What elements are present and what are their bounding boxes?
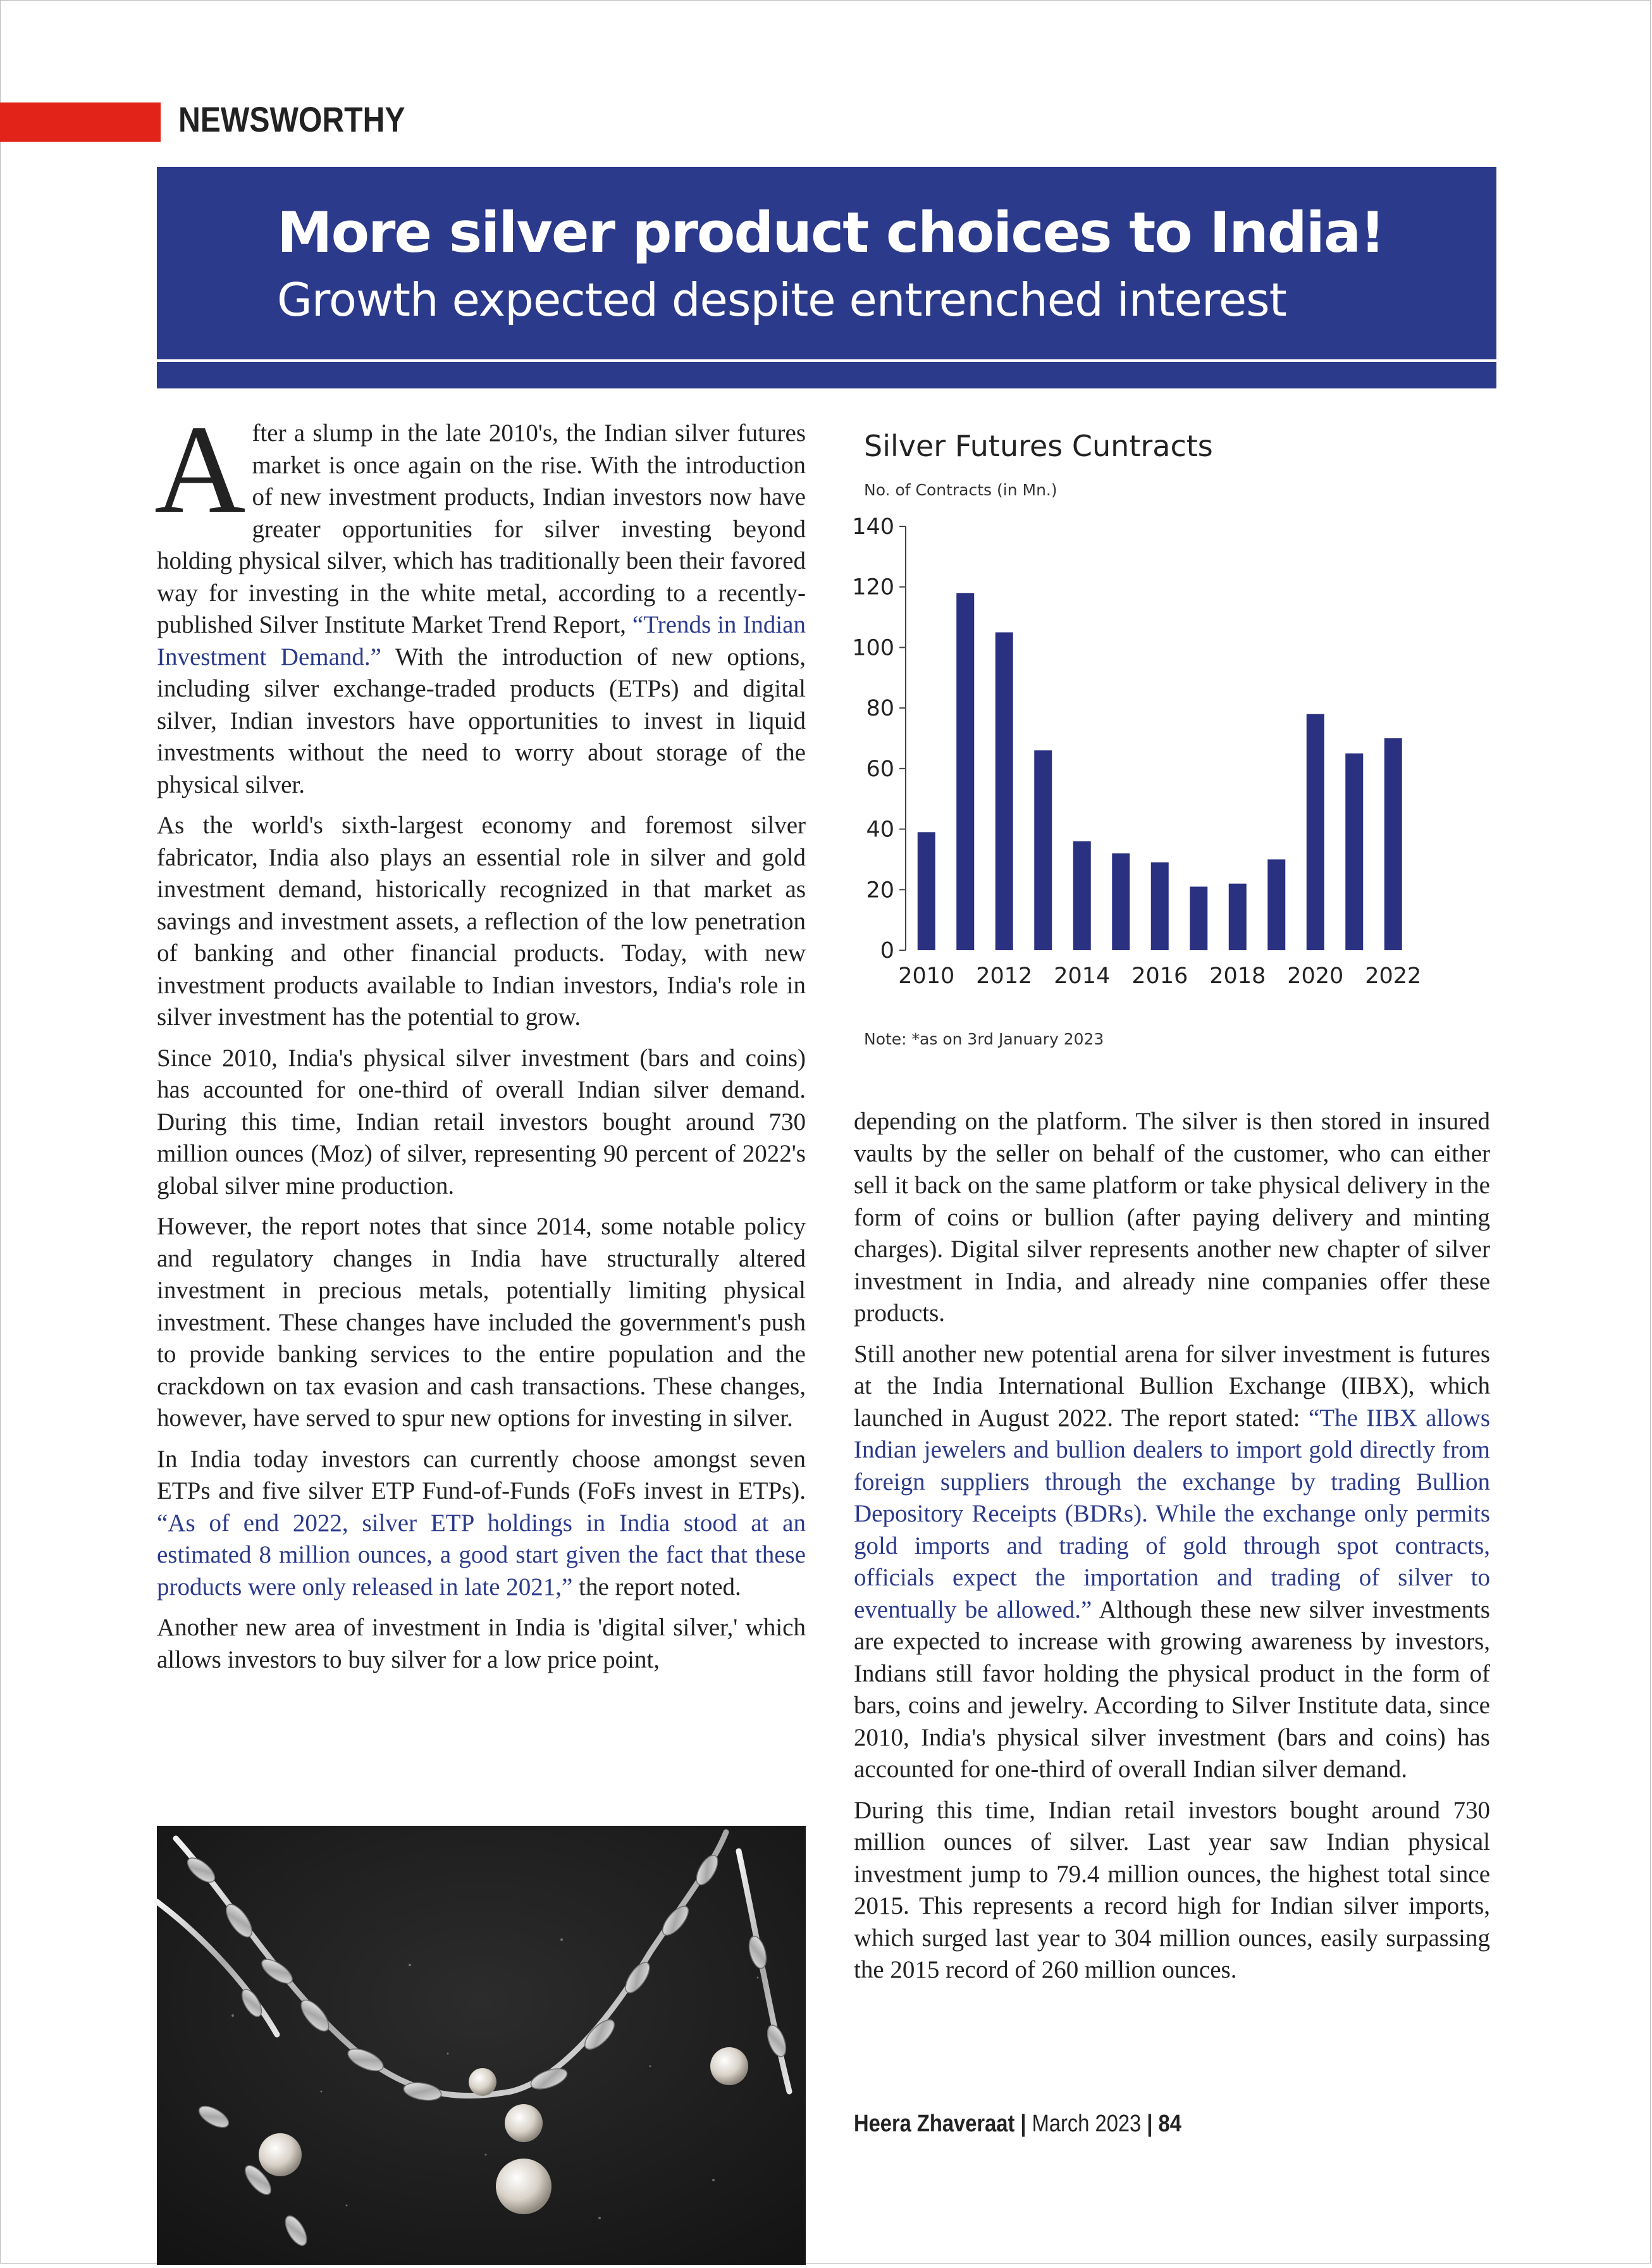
report-quote: “The IIBX allows Indian jewelers and bullion dealers to import gold directly from foreign suppliers through the exchange by trading Bullion Depository Receipts (BDRs). While the exchange only permits gold imports and trading of gold through spot contracts, officials expect the importation and trading of silver to eventually be allowed.” [854, 1404, 1490, 1623]
chart-bar-2018 [1229, 884, 1247, 950]
footer-separator: | [1147, 2110, 1153, 2137]
chart-y-tick-label: 100 [852, 635, 894, 661]
report-title-quote: “Trends in Indian Investment Demand.” [157, 611, 806, 671]
chart-bar-2020 [1307, 714, 1324, 950]
chart-y-tick-label: 80 [866, 696, 894, 722]
chart-y-tick-label: 40 [866, 817, 894, 843]
article-paragraph-2: As the world's sixth-largest economy and foremost silver fabricator, India also plays an essential role in silver and gold investment demand, historically recognized in that market as savings and investment assets, a reflection of the low penetration of banking and other financial products. Today, with new investment products available to Indian investors, India's role in silver investment has the potential to grow. [157, 812, 806, 1031]
necklace-illustration [157, 1826, 806, 2265]
pearl-earring-right [710, 2047, 748, 2085]
article-paragraph-5 [157, 1444, 806, 1604]
paragraph-text: Although these new silver investments are expected to increase with growing awareness by investors, Indians still favor holding the physical product in the form of bars, coins and jewelry. According to Silver Institute data, since 2010, India's physical silver investment (bars and coins) has accounted for one-third of overall Indian silver demand. [854, 1596, 1490, 1783]
silver-futures-chart [852, 418, 1496, 1069]
chart-bar-2012 [996, 633, 1013, 951]
chart-x-tick-label: 2016 [1131, 964, 1188, 989]
report-quote: “As of end 2022, silver ETP holdings in India stood at an estimated 8 million ounces, a good start given the fact that these products were only released in late 2021,” [157, 1509, 806, 1601]
chart-x-tick-label: 2012 [976, 964, 1033, 989]
chart-x-tick-label: 2014 [1054, 964, 1111, 989]
article-column-right [854, 1106, 1490, 1995]
article-paragraph-4: However, the report notes that since 2014, some notable policy and regulatory changes in India have structurally altered investment in precious metals, potentially limiting physical investment. These changes have included the government's push to provide banking services to the entire population and the crackdown on tax evasion and cash transactions. These changes, however, have served to spur new options for investing in silver. [157, 1213, 806, 1432]
article-column-left [154, 400, 806, 1685]
chart-y-tick-label: 60 [866, 756, 894, 782]
chart-x-tick-label: 2020 [1287, 964, 1344, 989]
headline: More silver product choices to India! [277, 200, 1384, 265]
page-number: 84 [1158, 2110, 1181, 2137]
chart-x-tick-label: 2010 [898, 964, 955, 989]
footer-separator: | [1020, 2110, 1026, 2137]
chart-note: Note: *as on 3rd January 2023 [864, 1030, 1104, 1048]
chart-bar-2014 [1073, 841, 1091, 950]
pearl-medium [505, 2104, 543, 2142]
chart-y-axis-label: No. of Contracts (in Mn.) [864, 481, 1057, 499]
paragraph-text: With the introduction of new options, including silver exchange-traded products (ETPs) and digital silver, Indian investors have opportunities to invest in liquid investments without the need to worry about storage of the physical silver. [157, 643, 806, 798]
chart-y-tick-label: 20 [866, 877, 894, 903]
section-accent-bar [0, 102, 161, 142]
chart-x-tick-label: 2022 [1365, 964, 1422, 989]
drop-cap: A [154, 400, 246, 540]
paragraph-text: the report noted. [572, 1573, 741, 1601]
pearl-earring-left [259, 2133, 302, 2176]
publication-name: Heera Zhaveraat [854, 2110, 1015, 2137]
chart-y-tick-label: 140 [852, 514, 894, 540]
title-banner-rule [157, 359, 1496, 362]
chart-x-tick-label: 2018 [1209, 964, 1266, 989]
chart-bar-2019 [1267, 859, 1285, 950]
article-paragraph-6: Another new area of investment in India is 'digital silver,' which allows investors to buy silver for a low price point, [157, 1614, 806, 1673]
silver-jewelry-photo [157, 1826, 806, 2265]
article-paragraph-3: Since 2010, India's physical silver investment (bars and coins) has accounted for one-third of overall Indian silver demand. During this time, Indian retail investors bought around 730 million ounces (Moz) of silver, representing 90 percent of 2022's global silver mine production. [157, 1044, 806, 1199]
chart-title: Silver Futures Cuntracts [864, 429, 1213, 463]
chart-y-tick-label: 120 [852, 574, 894, 600]
paragraph-text: Still another new potential arena for silver investment is futures at the India International Bullion Exchange (IIBX), which launched in August 2022. The report stated: [854, 1340, 1490, 1432]
chart-bar-2015 [1112, 853, 1130, 950]
chart-bar-2022 [1384, 738, 1402, 950]
chart-bar-2017 [1190, 887, 1207, 951]
article-paragraph-8 [854, 1339, 1490, 1786]
article-paragraph-9: During this time, Indian retail investors bought around 730 million ounces of silver. Last year saw Indian physical investment jump to 79.4 million ounces, the highest total since 2015. This represents a record high for Indian silver imports, which surged last year to 304 million ounces, easily surpassing the 2015 record of 260 million ounces. [854, 1796, 1490, 1983]
chart-bar-2011 [956, 593, 974, 950]
article-paragraph-1 [154, 400, 806, 801]
chart-bar-2013 [1034, 750, 1052, 950]
section-label: NEWSWORTHY [178, 99, 405, 139]
paragraph-text: fter a slump in the late 2010's, the Indian silver futures market is once again on the rise. With the introduction of new investment products, Indian investors now have greater opportunities for silver investing beyond holding physical silver, which has traditionally been their favored way for investing in the white metal, according to a recently-published Silver Institute Market Trend Report, [157, 419, 806, 638]
article-paragraph-7: depending on the platform. The silver is then stored in insured vaults by the seller on behalf of the customer, who can either sell it back on the same platform or take physical delivery in the form of coins or bullion (after paying delivery and minting charges). Digital silver represents another new chapter of silver investment in India, and already nine companies offer these products. [854, 1108, 1490, 1327]
pearl-pendant [496, 2159, 552, 2214]
chart-bar-2016 [1151, 862, 1169, 950]
chart-y-tick-label: 0 [880, 938, 894, 964]
chart-bar-2010 [918, 832, 935, 950]
chart-bar-2021 [1345, 753, 1363, 950]
subheadline: Growth expected despite entrenched interest [277, 273, 1286, 326]
pearl-small [469, 2068, 496, 2096]
chart-plot [852, 514, 1496, 1025]
page-footer [854, 2110, 1181, 2138]
paragraph-text: In India today investors can currently choose amongst seven ETPs and five silver ETP Fund-of-Funds (FoFs invest in ETPs). [157, 1445, 806, 1504]
issue-date: March 2023 [1032, 2110, 1142, 2137]
